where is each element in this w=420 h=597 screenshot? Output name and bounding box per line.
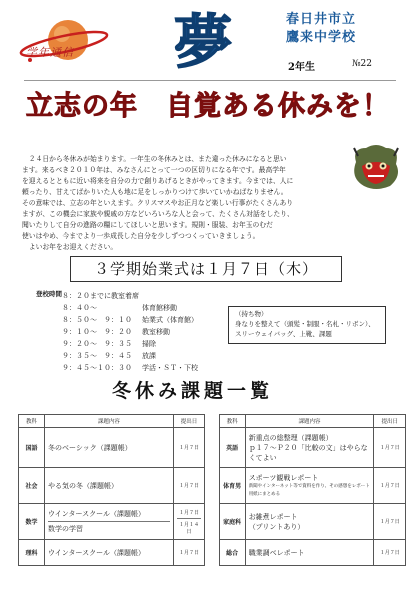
body-line: ますが、この機会に家族や親戚の方などいろいろな人と会って、たくさん対話をしたり、 <box>22 210 294 218</box>
header-subject: 教科 <box>19 415 45 428</box>
schedule-row: ８：４０～ 体育館移動 <box>62 304 177 312</box>
table-gap <box>205 415 219 428</box>
header-subject: 教科 <box>219 415 245 428</box>
message-body <box>22 154 348 253</box>
schedule-row: ８：２０までに教室着席 <box>62 292 139 300</box>
header-divider <box>24 80 396 81</box>
due-cell: １月７日 <box>374 428 406 468</box>
subject-cell: 総合 <box>219 540 245 566</box>
due-cell: １月７日 <box>374 540 406 566</box>
grade-label: 2年生 <box>288 62 315 73</box>
task-cell: 冬のベーシック（課題帳） <box>45 428 174 468</box>
due-cell: １月７日 <box>173 540 205 566</box>
body-line: 聞いたりして自分の進路の糧にしてほしいと思います。規則・服装、お年玉のむだ <box>22 221 273 229</box>
schedule-row: ９：２０～ ９：３５ 掃除 <box>62 340 156 348</box>
school-city: 春日井市立 <box>286 12 357 27</box>
task-cell: お雑煮レポート （プリントあり） <box>245 504 374 540</box>
task-cell: やる気の冬（課題帳） <box>45 468 174 504</box>
subject-cell: 体育男 <box>219 468 245 504</box>
body-line: ます。来るべき２０１０年は、みなさんにとって一つの区切りになる年です。最高学年 <box>22 166 286 174</box>
due-cell: １月７日 <box>173 428 205 468</box>
due-cell: １月７日 １月１４日 <box>173 504 205 540</box>
task-cell: ウインタースクール（課題帳） <box>45 540 174 566</box>
body-line: を迎えるとともに近い将来を自分の力で創りあげるときがやってきます。今までは、人に <box>22 177 294 185</box>
table-gap <box>205 468 219 504</box>
table-gap <box>205 540 219 566</box>
task-cell: スポーツ観戦レポート 新聞やインターネット等で資料を作り、その感想をレポート用紙にまとめる <box>245 468 374 504</box>
body-line: 頼ったり、甘えてばかりいた人も地に足をしっかりつけて歩いていかねばなりません。 <box>22 188 288 196</box>
belongings-line: スリーウェイバッグ、上靴、課題 <box>235 330 332 338</box>
subject-cell: 家庭科 <box>219 504 245 540</box>
schedule-row: ９：３５～ ９：４５ 放課 <box>62 352 156 360</box>
header-due: 提出日 <box>173 415 205 428</box>
due-cell: １月７日 <box>374 468 406 504</box>
table-row <box>19 504 406 540</box>
subject-cell: 英語 <box>219 428 245 468</box>
task-cell: 職業調べレポート <box>245 540 374 566</box>
homework-table <box>18 414 406 566</box>
body-line: ２４日から冬休みが始まります。一年生の冬休みとは、また違った休みになると思い <box>28 155 287 163</box>
table-row <box>19 428 406 468</box>
body-line: 使いはやめ、今までより一歩成長した自分を少しずつつくっていきましょう。 <box>22 232 260 240</box>
subject-cell: 理科 <box>19 540 45 566</box>
lion-dance-icon <box>348 142 404 192</box>
subject-cell: 数学 <box>19 504 45 540</box>
table-row <box>19 468 406 504</box>
subject-cell: 社会 <box>19 468 45 504</box>
table-header-row <box>19 415 406 428</box>
due-cell: １月７日 <box>374 504 406 540</box>
table-gap <box>205 428 219 468</box>
homework-title: 冬休み課題一覧 <box>112 380 274 402</box>
newsletter-name: 学年通信 <box>26 46 74 59</box>
schedule-row: ９：１０～ ９：２０ 教室移動 <box>62 328 170 336</box>
header-task: 課題内容 <box>45 415 174 428</box>
due-cell: １月７日 <box>173 468 205 504</box>
header-task: 課題内容 <box>245 415 374 428</box>
table-row <box>19 540 406 566</box>
school-name: 鷹来中学校 <box>286 30 357 45</box>
headline-text: 立志の年 自覚ある休みを！ <box>26 91 390 122</box>
schedule-row: ９：４５～１０：３０ 学活・ＳＴ・下校 <box>62 364 198 372</box>
schedule-label: 登校時間 <box>36 290 62 298</box>
task-cell: ウインタースクール（課題帳） 数学の学習 <box>45 504 174 540</box>
body-line: よいお年をお迎えください。 <box>28 243 118 251</box>
belongings-title: （持ち物） <box>235 310 268 318</box>
table-gap <box>205 504 219 540</box>
belongings-line: 身なりを整えて（頭髪・制服・名札・リボン）、 <box>235 320 375 328</box>
dream-logo <box>148 8 258 72</box>
schedule-row: ８：５０～ ９：１０ 始業式（体育館） <box>62 316 198 324</box>
headline <box>22 85 400 125</box>
ceremony-date-box: ３学期始業式は１月７日（木） <box>70 256 342 282</box>
task-cell: 新重点の総整理（課題帳） ｐ１７～Ｐ２０「比較の文」はやらなくてよい <box>245 428 374 468</box>
body-line: その意味では、立志の年といえます。クリスマスやお正月など楽しい行事がたくさんあり <box>22 199 294 207</box>
issue-number: №22 <box>352 59 372 69</box>
header-due: 提出日 <box>374 415 406 428</box>
belongings-box <box>228 306 386 344</box>
subject-cell: 国語 <box>19 428 45 468</box>
dream-logo-char: 夢 <box>173 8 233 72</box>
